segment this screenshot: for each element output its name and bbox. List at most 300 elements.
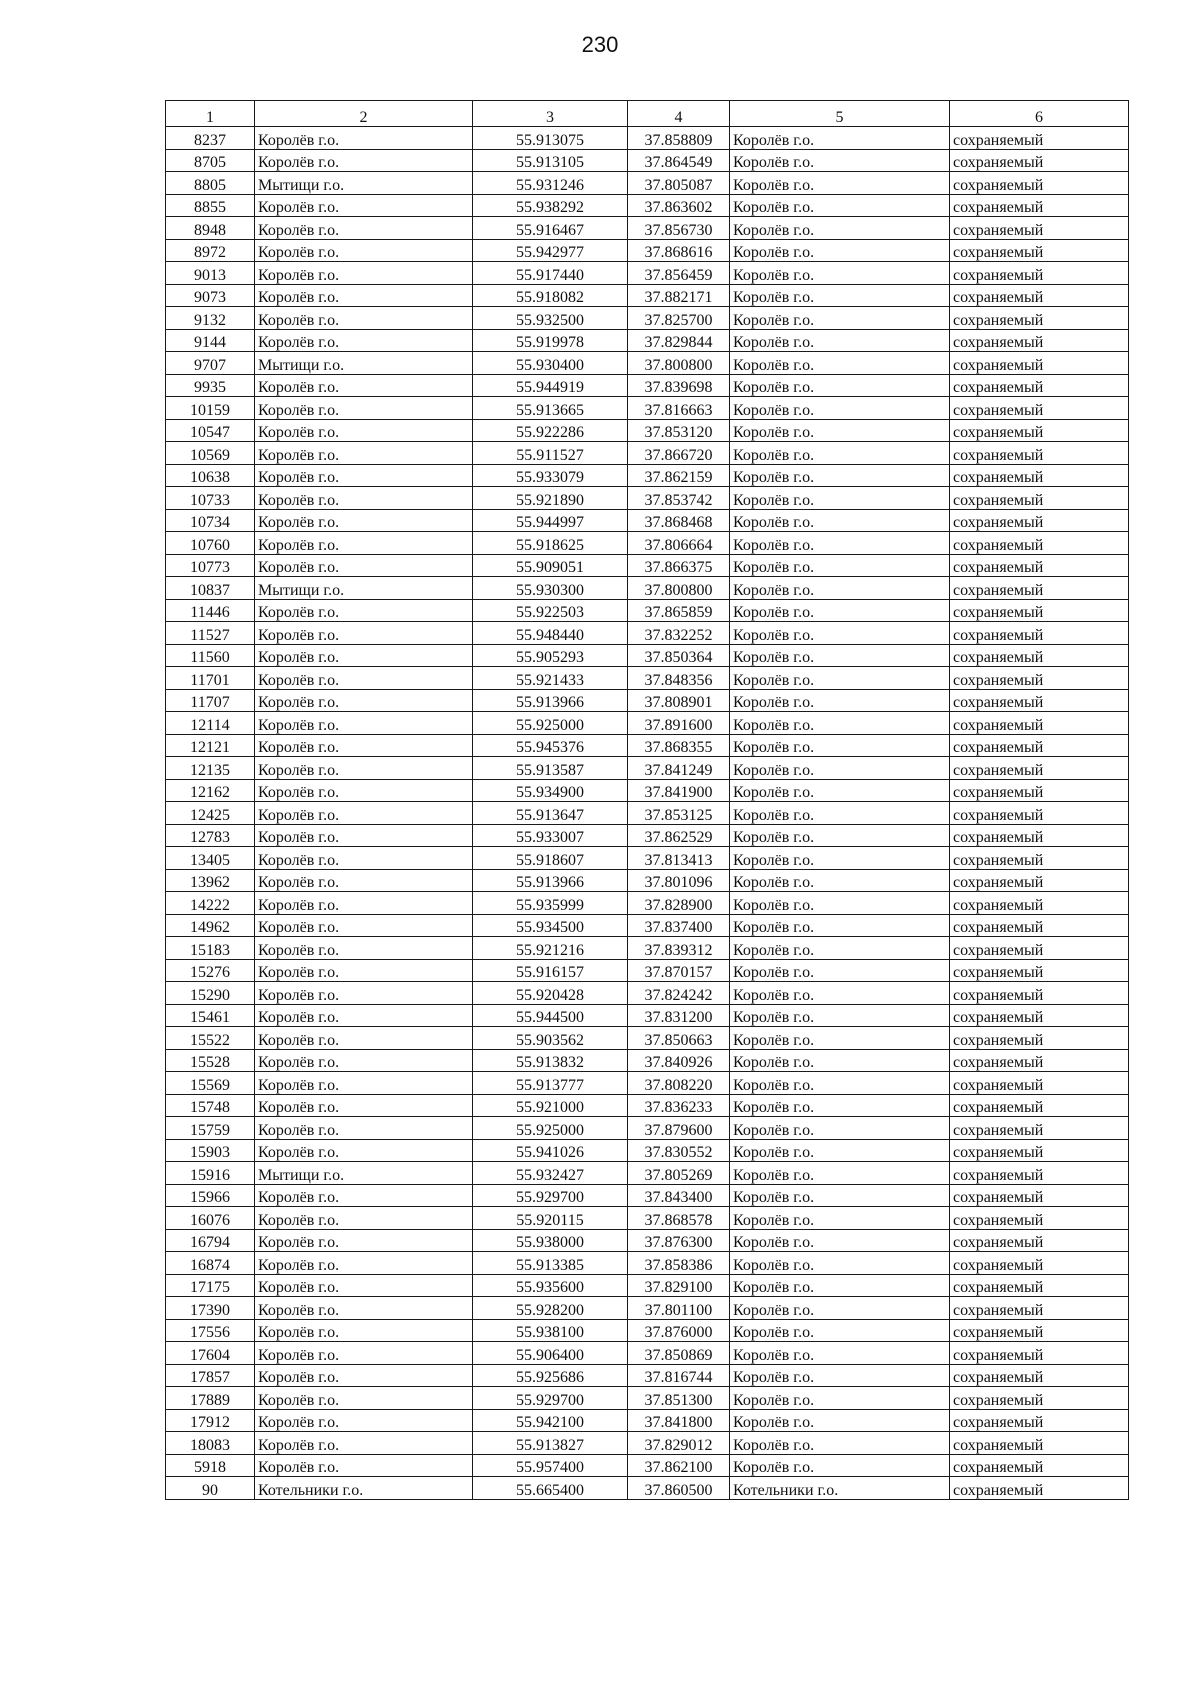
object-id-cell: 9073 bbox=[166, 284, 255, 307]
longitude-cell: 37.851300 bbox=[628, 1387, 730, 1410]
latitude-cell: 55.917440 bbox=[473, 262, 628, 285]
longitude-cell: 37.865859 bbox=[628, 599, 730, 622]
settlement-cell: Королёв г.о. bbox=[730, 1049, 950, 1072]
latitude-cell: 55.905293 bbox=[473, 644, 628, 667]
table-row bbox=[166, 892, 1129, 915]
object-id-cell: 15759 bbox=[166, 1117, 255, 1140]
district-cell: Королёв г.о. bbox=[255, 1252, 473, 1275]
table-row bbox=[166, 1297, 1129, 1320]
longitude-cell: 37.856730 bbox=[628, 217, 730, 240]
status-cell: сохраняемый bbox=[950, 847, 1129, 870]
object-id-cell: 9144 bbox=[166, 329, 255, 352]
district-cell: Королёв г.о. bbox=[255, 374, 473, 397]
latitude-cell: 55.911527 bbox=[473, 442, 628, 465]
latitude-cell: 55.935600 bbox=[473, 1274, 628, 1297]
table-row bbox=[166, 1274, 1129, 1297]
table-row bbox=[166, 1454, 1129, 1477]
district-cell: Королёв г.о. bbox=[255, 127, 473, 150]
settlement-cell: Королёв г.о. bbox=[730, 217, 950, 240]
object-id-cell: 15183 bbox=[166, 937, 255, 960]
object-id-cell: 15528 bbox=[166, 1049, 255, 1072]
status-cell: сохраняемый bbox=[950, 374, 1129, 397]
district-cell: Королёв г.о. bbox=[255, 532, 473, 555]
district-cell: Мытищи г.о. bbox=[255, 577, 473, 600]
status-cell: сохраняемый bbox=[950, 1477, 1129, 1500]
object-id-cell: 10734 bbox=[166, 509, 255, 532]
settlement-cell: Королёв г.о. bbox=[730, 284, 950, 307]
longitude-cell: 37.862159 bbox=[628, 464, 730, 487]
status-cell: сохраняемый bbox=[950, 1229, 1129, 1252]
district-cell: Королёв г.о. bbox=[255, 802, 473, 825]
district-cell: Королёв г.о. bbox=[255, 217, 473, 240]
district-cell: Королёв г.о. bbox=[255, 869, 473, 892]
object-id-cell: 17556 bbox=[166, 1319, 255, 1342]
longitude-cell: 37.832252 bbox=[628, 622, 730, 645]
table-row bbox=[166, 1004, 1129, 1027]
table-row bbox=[166, 577, 1129, 600]
settlement-cell: Королёв г.о. bbox=[730, 149, 950, 172]
latitude-cell: 55.925000 bbox=[473, 1117, 628, 1140]
district-cell: Королёв г.о. bbox=[255, 1387, 473, 1410]
latitude-cell: 55.935999 bbox=[473, 892, 628, 915]
latitude-cell: 55.922503 bbox=[473, 599, 628, 622]
table-row bbox=[166, 869, 1129, 892]
table-row bbox=[166, 1139, 1129, 1162]
object-id-cell: 17390 bbox=[166, 1297, 255, 1320]
status-cell: сохраняемый bbox=[950, 757, 1129, 780]
object-id-cell: 9935 bbox=[166, 374, 255, 397]
object-id-cell: 8237 bbox=[166, 127, 255, 150]
longitude-cell: 37.876300 bbox=[628, 1229, 730, 1252]
status-cell: сохраняемый bbox=[950, 1297, 1129, 1320]
object-id-cell: 15461 bbox=[166, 1004, 255, 1027]
longitude-cell: 37.808901 bbox=[628, 689, 730, 712]
latitude-cell: 55.933007 bbox=[473, 824, 628, 847]
object-id-cell: 15903 bbox=[166, 1139, 255, 1162]
district-cell: Королёв г.о. bbox=[255, 1454, 473, 1477]
latitude-cell: 55.913966 bbox=[473, 869, 628, 892]
status-cell: сохраняемый bbox=[950, 487, 1129, 510]
latitude-cell: 55.916467 bbox=[473, 217, 628, 240]
settlement-cell: Королёв г.о. bbox=[730, 869, 950, 892]
status-cell: сохраняемый bbox=[950, 1117, 1129, 1140]
settlement-cell: Королёв г.о. bbox=[730, 1072, 950, 1095]
latitude-cell: 55.916157 bbox=[473, 959, 628, 982]
object-id-cell: 5918 bbox=[166, 1454, 255, 1477]
district-cell: Королёв г.о. bbox=[255, 667, 473, 690]
longitude-cell: 37.801096 bbox=[628, 869, 730, 892]
settlement-cell: Королёв г.о. bbox=[730, 1319, 950, 1342]
object-id-cell: 12135 bbox=[166, 757, 255, 780]
settlement-cell: Королёв г.о. bbox=[730, 1342, 950, 1365]
settlement-cell: Королёв г.о. bbox=[730, 1004, 950, 1027]
latitude-cell: 55.944500 bbox=[473, 1004, 628, 1027]
longitude-cell: 37.848356 bbox=[628, 667, 730, 690]
settlement-cell: Королёв г.о. bbox=[730, 734, 950, 757]
latitude-cell: 55.913665 bbox=[473, 397, 628, 420]
district-cell: Королёв г.о. bbox=[255, 1139, 473, 1162]
table-row bbox=[166, 262, 1129, 285]
longitude-cell: 37.801100 bbox=[628, 1297, 730, 1320]
district-cell: Королёв г.о. bbox=[255, 599, 473, 622]
settlement-cell: Королёв г.о. bbox=[730, 419, 950, 442]
district-cell: Королёв г.о. bbox=[255, 712, 473, 735]
settlement-cell: Королёв г.о. bbox=[730, 644, 950, 667]
settlement-cell: Королёв г.о. bbox=[730, 914, 950, 937]
latitude-cell: 55.913075 bbox=[473, 127, 628, 150]
settlement-cell: Королёв г.о. bbox=[730, 1027, 950, 1050]
longitude-cell: 37.816744 bbox=[628, 1364, 730, 1387]
district-cell: Королёв г.о. bbox=[255, 1364, 473, 1387]
table-row bbox=[166, 1342, 1129, 1365]
table-row bbox=[166, 982, 1129, 1005]
object-id-cell: 15569 bbox=[166, 1072, 255, 1095]
table-row bbox=[166, 397, 1129, 420]
table-row bbox=[166, 734, 1129, 757]
longitude-cell: 37.850869 bbox=[628, 1342, 730, 1365]
latitude-cell: 55.942977 bbox=[473, 239, 628, 262]
settlement-cell: Котельники г.о. bbox=[730, 1477, 950, 1500]
latitude-cell: 55.944997 bbox=[473, 509, 628, 532]
latitude-cell: 55.921000 bbox=[473, 1094, 628, 1117]
settlement-cell: Королёв г.о. bbox=[730, 374, 950, 397]
latitude-cell: 55.945376 bbox=[473, 734, 628, 757]
settlement-cell: Королёв г.о. bbox=[730, 464, 950, 487]
table-row bbox=[166, 847, 1129, 870]
district-cell: Королёв г.о. bbox=[255, 262, 473, 285]
latitude-cell: 55.925686 bbox=[473, 1364, 628, 1387]
status-cell: сохраняемый bbox=[950, 892, 1129, 915]
latitude-cell: 55.918607 bbox=[473, 847, 628, 870]
longitude-cell: 37.831200 bbox=[628, 1004, 730, 1027]
table-row bbox=[166, 464, 1129, 487]
object-id-cell: 11446 bbox=[166, 599, 255, 622]
longitude-cell: 37.863602 bbox=[628, 194, 730, 217]
latitude-cell: 55.913777 bbox=[473, 1072, 628, 1095]
district-cell: Королёв г.о. bbox=[255, 1274, 473, 1297]
status-cell: сохраняемый bbox=[950, 599, 1129, 622]
status-cell: сохраняемый bbox=[950, 644, 1129, 667]
latitude-cell: 55.913966 bbox=[473, 689, 628, 712]
table-row bbox=[166, 442, 1129, 465]
district-cell: Королёв г.о. bbox=[255, 847, 473, 870]
object-id-cell: 12114 bbox=[166, 712, 255, 735]
settlement-cell: Королёв г.о. bbox=[730, 712, 950, 735]
settlement-cell: Королёв г.о. bbox=[730, 1139, 950, 1162]
status-cell: сохраняемый bbox=[950, 802, 1129, 825]
latitude-cell: 55.932500 bbox=[473, 307, 628, 330]
status-cell: сохраняемый bbox=[950, 532, 1129, 555]
district-cell: Королёв г.о. bbox=[255, 1229, 473, 1252]
table-row bbox=[166, 1409, 1129, 1432]
latitude-cell: 55.909051 bbox=[473, 554, 628, 577]
status-cell: сохраняемый bbox=[950, 1139, 1129, 1162]
table-row bbox=[166, 1162, 1129, 1185]
longitude-cell: 37.876000 bbox=[628, 1319, 730, 1342]
settlement-cell: Королёв г.о. bbox=[730, 239, 950, 262]
settlement-cell: Королёв г.о. bbox=[730, 959, 950, 982]
settlement-cell: Королёв г.о. bbox=[730, 892, 950, 915]
district-cell: Королёв г.о. bbox=[255, 757, 473, 780]
table-row bbox=[166, 127, 1129, 150]
table-row bbox=[166, 1027, 1129, 1050]
district-cell: Королёв г.о. bbox=[255, 779, 473, 802]
column-header-4: 4 bbox=[628, 101, 730, 127]
longitude-cell: 37.853120 bbox=[628, 419, 730, 442]
latitude-cell: 55.918082 bbox=[473, 284, 628, 307]
object-id-cell: 17604 bbox=[166, 1342, 255, 1365]
settlement-cell: Королёв г.о. bbox=[730, 554, 950, 577]
district-cell: Королёв г.о. bbox=[255, 892, 473, 915]
settlement-cell: Королёв г.о. bbox=[730, 779, 950, 802]
settlement-cell: Королёв г.о. bbox=[730, 442, 950, 465]
status-cell: сохраняемый bbox=[950, 959, 1129, 982]
settlement-cell: Королёв г.о. bbox=[730, 172, 950, 195]
object-id-cell: 15290 bbox=[166, 982, 255, 1005]
settlement-cell: Королёв г.о. bbox=[730, 329, 950, 352]
longitude-cell: 37.800800 bbox=[628, 577, 730, 600]
latitude-cell: 55.933079 bbox=[473, 464, 628, 487]
settlement-cell: Королёв г.о. bbox=[730, 1364, 950, 1387]
district-cell: Королёв г.о. bbox=[255, 1319, 473, 1342]
object-id-cell: 10773 bbox=[166, 554, 255, 577]
settlement-cell: Королёв г.о. bbox=[730, 667, 950, 690]
latitude-cell: 55.665400 bbox=[473, 1477, 628, 1500]
object-id-cell: 9132 bbox=[166, 307, 255, 330]
object-id-cell: 16076 bbox=[166, 1207, 255, 1230]
object-id-cell: 18083 bbox=[166, 1432, 255, 1455]
status-cell: сохраняемый bbox=[950, 329, 1129, 352]
object-id-cell: 17889 bbox=[166, 1387, 255, 1410]
latitude-cell: 55.942100 bbox=[473, 1409, 628, 1432]
table-body bbox=[166, 127, 1129, 1500]
longitude-cell: 37.839312 bbox=[628, 937, 730, 960]
settlement-cell: Королёв г.о. bbox=[730, 487, 950, 510]
latitude-cell: 55.932427 bbox=[473, 1162, 628, 1185]
status-cell: сохраняемый bbox=[950, 779, 1129, 802]
status-cell: сохраняемый bbox=[950, 1387, 1129, 1410]
object-id-cell: 9013 bbox=[166, 262, 255, 285]
status-cell: сохраняемый bbox=[950, 217, 1129, 240]
object-id-cell: 10159 bbox=[166, 397, 255, 420]
object-id-cell: 90 bbox=[166, 1477, 255, 1500]
latitude-cell: 55.913587 bbox=[473, 757, 628, 780]
status-cell: сохраняемый bbox=[950, 172, 1129, 195]
settlement-cell: Королёв г.о. bbox=[730, 352, 950, 375]
object-id-cell: 13962 bbox=[166, 869, 255, 892]
status-cell: сохраняемый bbox=[950, 1274, 1129, 1297]
status-cell: сохраняемый bbox=[950, 1207, 1129, 1230]
column-header-5: 5 bbox=[730, 101, 950, 127]
latitude-cell: 55.913105 bbox=[473, 149, 628, 172]
status-cell: сохраняемый bbox=[950, 1319, 1129, 1342]
latitude-cell: 55.920115 bbox=[473, 1207, 628, 1230]
status-cell: сохраняемый bbox=[950, 284, 1129, 307]
status-cell: сохраняемый bbox=[950, 554, 1129, 577]
object-id-cell: 10569 bbox=[166, 442, 255, 465]
settlement-cell: Королёв г.о. bbox=[730, 1229, 950, 1252]
settlement-cell: Королёв г.о. bbox=[730, 262, 950, 285]
object-id-cell: 8948 bbox=[166, 217, 255, 240]
status-cell: сохраняемый bbox=[950, 509, 1129, 532]
longitude-cell: 37.808220 bbox=[628, 1072, 730, 1095]
longitude-cell: 37.864549 bbox=[628, 149, 730, 172]
status-cell: сохраняемый bbox=[950, 869, 1129, 892]
latitude-cell: 55.948440 bbox=[473, 622, 628, 645]
district-cell: Королёв г.о. bbox=[255, 239, 473, 262]
latitude-cell: 55.913832 bbox=[473, 1049, 628, 1072]
object-id-cell: 12162 bbox=[166, 779, 255, 802]
object-id-cell: 8855 bbox=[166, 194, 255, 217]
longitude-cell: 37.879600 bbox=[628, 1117, 730, 1140]
latitude-cell: 55.918625 bbox=[473, 532, 628, 555]
latitude-cell: 55.941026 bbox=[473, 1139, 628, 1162]
settlement-cell: Королёв г.о. bbox=[730, 1297, 950, 1320]
page-number: 230 bbox=[581, 32, 619, 57]
longitude-cell: 37.868616 bbox=[628, 239, 730, 262]
table-row bbox=[166, 1477, 1129, 1500]
district-cell: Королёв г.о. bbox=[255, 1049, 473, 1072]
latitude-cell: 55.928200 bbox=[473, 1297, 628, 1320]
settlement-cell: Королёв г.о. bbox=[730, 802, 950, 825]
longitude-cell: 37.868355 bbox=[628, 734, 730, 757]
status-cell: сохраняемый bbox=[950, 239, 1129, 262]
district-cell: Котельники г.о. bbox=[255, 1477, 473, 1500]
object-id-cell: 16874 bbox=[166, 1252, 255, 1275]
longitude-cell: 37.853125 bbox=[628, 802, 730, 825]
district-cell: Королёв г.о. bbox=[255, 419, 473, 442]
status-cell: сохраняемый bbox=[950, 622, 1129, 645]
district-cell: Королёв г.о. bbox=[255, 937, 473, 960]
settlement-cell: Королёв г.о. bbox=[730, 1162, 950, 1185]
status-cell: сохраняемый bbox=[950, 307, 1129, 330]
settlement-cell: Королёв г.о. bbox=[730, 937, 950, 960]
latitude-cell: 55.944919 bbox=[473, 374, 628, 397]
settlement-cell: Королёв г.о. bbox=[730, 1432, 950, 1455]
longitude-cell: 37.870157 bbox=[628, 959, 730, 982]
district-cell: Королёв г.о. bbox=[255, 982, 473, 1005]
status-cell: сохраняемый bbox=[950, 149, 1129, 172]
object-id-cell: 11560 bbox=[166, 644, 255, 667]
object-id-cell: 15966 bbox=[166, 1184, 255, 1207]
district-cell: Королёв г.о. bbox=[255, 1342, 473, 1365]
object-id-cell: 8972 bbox=[166, 239, 255, 262]
district-cell: Королёв г.о. bbox=[255, 307, 473, 330]
latitude-cell: 55.938100 bbox=[473, 1319, 628, 1342]
object-id-cell: 9707 bbox=[166, 352, 255, 375]
table-row bbox=[166, 712, 1129, 735]
longitude-cell: 37.813413 bbox=[628, 847, 730, 870]
district-cell: Королёв г.о. bbox=[255, 1117, 473, 1140]
table-row bbox=[166, 1229, 1129, 1252]
status-cell: сохраняемый bbox=[950, 982, 1129, 1005]
settlement-cell: Королёв г.о. bbox=[730, 397, 950, 420]
settlement-cell: Королёв г.о. bbox=[730, 1207, 950, 1230]
longitude-cell: 37.839698 bbox=[628, 374, 730, 397]
settlement-cell: Королёв г.о. bbox=[730, 599, 950, 622]
status-cell: сохраняемый bbox=[950, 1252, 1129, 1275]
column-header-6: 6 bbox=[950, 101, 1129, 127]
status-cell: сохраняемый bbox=[950, 1184, 1129, 1207]
latitude-cell: 55.934900 bbox=[473, 779, 628, 802]
longitude-cell: 37.837400 bbox=[628, 914, 730, 937]
object-id-cell: 10547 bbox=[166, 419, 255, 442]
object-id-cell: 8805 bbox=[166, 172, 255, 195]
object-id-cell: 14962 bbox=[166, 914, 255, 937]
settlement-cell: Королёв г.о. bbox=[730, 824, 950, 847]
district-cell: Королёв г.о. bbox=[255, 194, 473, 217]
status-cell: сохраняемый bbox=[950, 1162, 1129, 1185]
status-cell: сохраняемый bbox=[950, 127, 1129, 150]
latitude-cell: 55.929700 bbox=[473, 1387, 628, 1410]
longitude-cell: 37.850663 bbox=[628, 1027, 730, 1050]
settlement-cell: Королёв г.о. bbox=[730, 1252, 950, 1275]
object-id-cell: 17912 bbox=[166, 1409, 255, 1432]
table-row bbox=[166, 1117, 1129, 1140]
settlement-cell: Королёв г.о. bbox=[730, 689, 950, 712]
district-cell: Королёв г.о. bbox=[255, 1027, 473, 1050]
longitude-cell: 37.806664 bbox=[628, 532, 730, 555]
table-row bbox=[166, 757, 1129, 780]
status-cell: сохраняемый bbox=[950, 464, 1129, 487]
table-row bbox=[166, 352, 1129, 375]
status-cell: сохраняемый bbox=[950, 1004, 1129, 1027]
object-id-cell: 15276 bbox=[166, 959, 255, 982]
column-header-1: 1 bbox=[166, 101, 255, 127]
table-header-row bbox=[166, 101, 1129, 127]
object-id-cell: 10837 bbox=[166, 577, 255, 600]
status-cell: сохраняемый bbox=[950, 442, 1129, 465]
longitude-cell: 37.836233 bbox=[628, 1094, 730, 1117]
status-cell: сохраняемый bbox=[950, 397, 1129, 420]
district-cell: Королёв г.о. bbox=[255, 1409, 473, 1432]
object-id-cell: 11701 bbox=[166, 667, 255, 690]
longitude-cell: 37.841900 bbox=[628, 779, 730, 802]
table-row bbox=[166, 599, 1129, 622]
table-row bbox=[166, 374, 1129, 397]
latitude-cell: 55.925000 bbox=[473, 712, 628, 735]
longitude-cell: 37.850364 bbox=[628, 644, 730, 667]
status-cell: сохраняемый bbox=[950, 734, 1129, 757]
settlement-cell: Королёв г.о. bbox=[730, 1274, 950, 1297]
object-id-cell: 17175 bbox=[166, 1274, 255, 1297]
object-id-cell: 16794 bbox=[166, 1229, 255, 1252]
object-id-cell: 12121 bbox=[166, 734, 255, 757]
district-cell: Королёв г.о. bbox=[255, 914, 473, 937]
object-id-cell: 17857 bbox=[166, 1364, 255, 1387]
table-row bbox=[166, 1387, 1129, 1410]
table-row bbox=[166, 1432, 1129, 1455]
longitude-cell: 37.860500 bbox=[628, 1477, 730, 1500]
status-cell: сохраняемый bbox=[950, 1409, 1129, 1432]
status-cell: сохраняемый bbox=[950, 1342, 1129, 1365]
column-header-2: 2 bbox=[255, 101, 473, 127]
latitude-cell: 55.931246 bbox=[473, 172, 628, 195]
object-id-cell: 13405 bbox=[166, 847, 255, 870]
district-cell: Королёв г.о. bbox=[255, 1207, 473, 1230]
longitude-cell: 37.829100 bbox=[628, 1274, 730, 1297]
settlement-cell: Королёв г.о. bbox=[730, 1454, 950, 1477]
status-cell: сохраняемый bbox=[950, 1049, 1129, 1072]
latitude-cell: 55.903562 bbox=[473, 1027, 628, 1050]
district-cell: Королёв г.о. bbox=[255, 554, 473, 577]
district-cell: Мытищи г.о. bbox=[255, 352, 473, 375]
longitude-cell: 37.858386 bbox=[628, 1252, 730, 1275]
object-id-cell: 14222 bbox=[166, 892, 255, 915]
object-id-cell: 12425 bbox=[166, 802, 255, 825]
table-row bbox=[166, 779, 1129, 802]
registry-table bbox=[165, 100, 1129, 1500]
